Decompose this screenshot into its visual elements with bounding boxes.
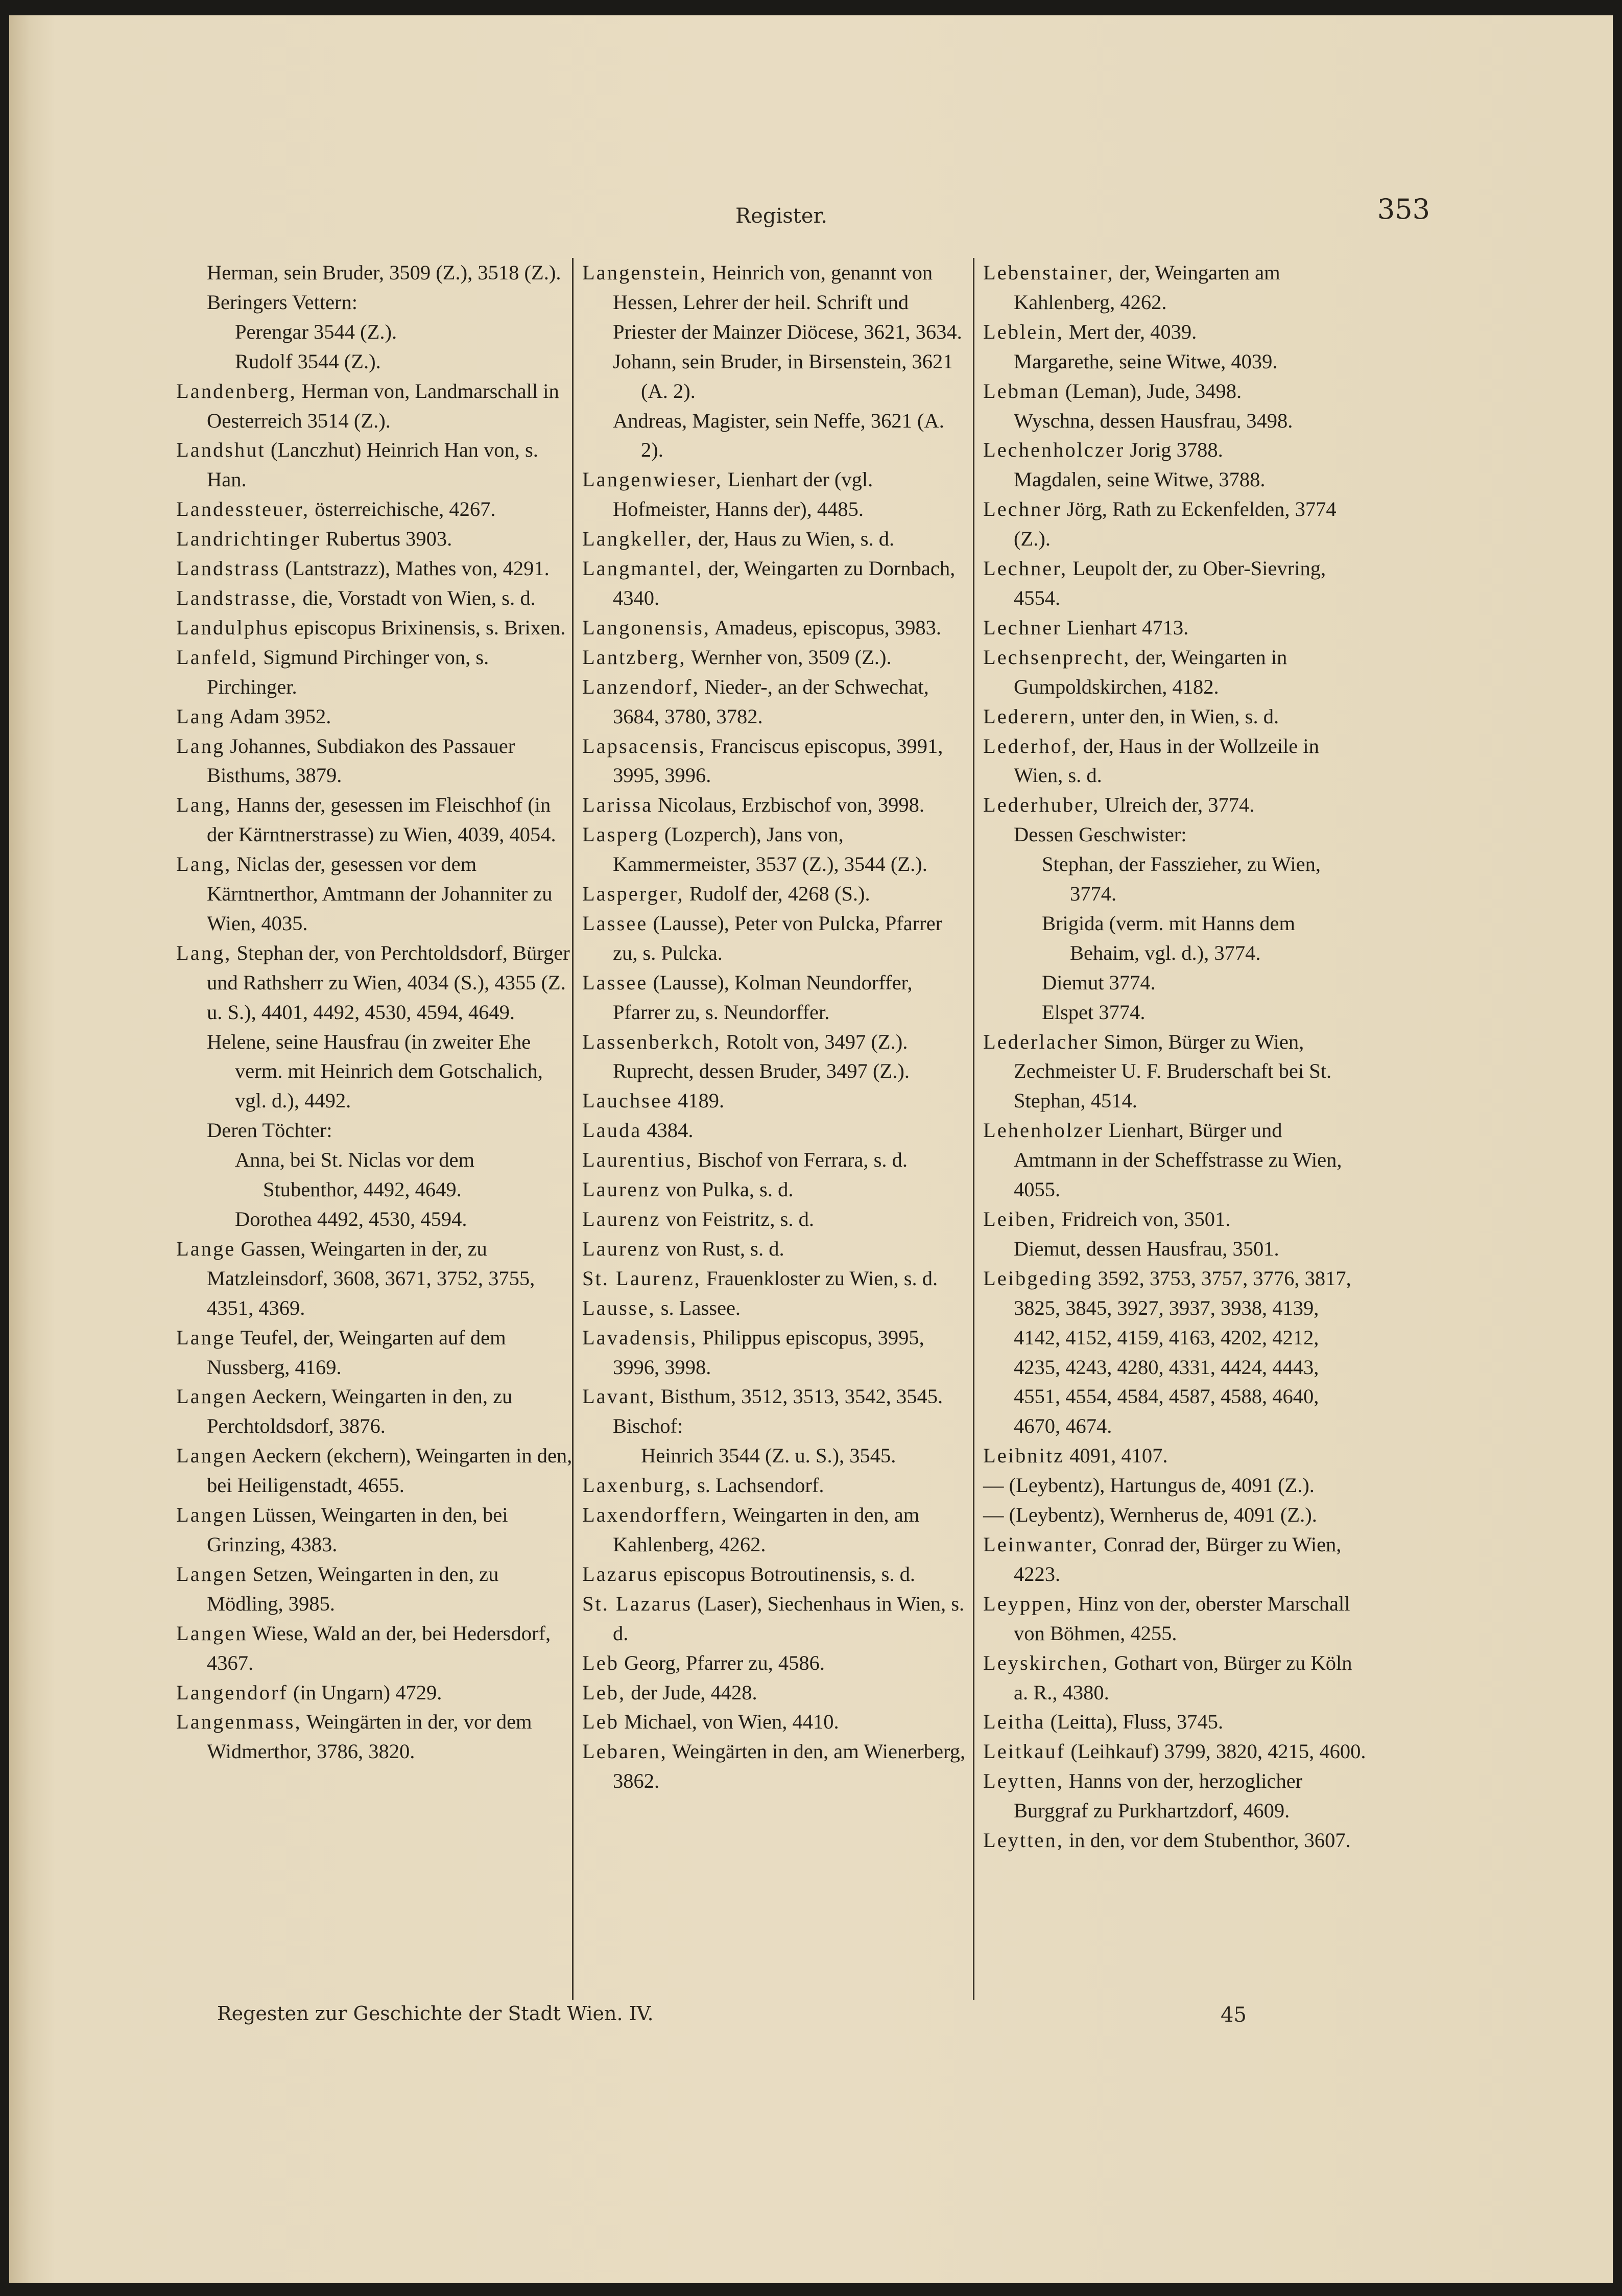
entry-text: Weingärten in der, vor dem Widmerthor, 3786, 3820. — [207, 1710, 532, 1763]
entry-headword: Langen — [176, 1503, 248, 1527]
entry-headword: Lechner, — [983, 557, 1068, 580]
entry-text: Dorothea 4492, 4530, 4594. — [235, 1208, 467, 1230]
index-entry — [582, 1204, 968, 1234]
entry-headword: Leblein, — [983, 320, 1064, 343]
index-entry — [983, 1441, 1369, 1471]
index-entry — [176, 1500, 575, 1559]
index-entry — [983, 1234, 1369, 1264]
entry-headword: Lantzberg, — [582, 645, 686, 669]
entry-text: Niclas der, gesessen vor dem Kärntnerthor, Amtmann der Johanniter zu Wien, 4035. — [207, 853, 553, 935]
entry-text: Amadeus, episcopus, 3983. — [710, 616, 942, 639]
entry-headword: Landessteuer, — [176, 498, 310, 521]
entry-headword: Leiben, — [983, 1208, 1057, 1230]
index-entry — [582, 968, 968, 1027]
entry-text: Diemut, dessen Hausfrau, 3501. — [1014, 1237, 1279, 1260]
index-entry — [582, 258, 968, 347]
entry-text: Simon, Bürger zu Wien, Zechmeister U. F. Bruderschaft bei St. Stephan, 4514. — [1014, 1030, 1332, 1113]
entry-text: Johann, sein Bruder, in Birsenstein, 3621 (A. 2). — [613, 349, 953, 403]
entry-text: Lienhart, Bürger und Amtmann in der Scheffstrasse zu Wien, 4055. — [1014, 1119, 1342, 1201]
entry-text: (Lausse), Kolman Neundorffer, Pfarrer zu, s. Neundorffer. — [613, 971, 913, 1024]
entry-text: (Lantstrazz), Mathes von, 4291. — [280, 557, 550, 580]
entry-text: Rudolf der, 4268 (S.). — [684, 882, 870, 906]
entry-headword: Leinwanter, — [983, 1532, 1099, 1556]
entry-headword: Leytten, — [983, 1829, 1064, 1852]
entry-headword: Lassee — [582, 911, 648, 935]
index-entry — [582, 1145, 968, 1175]
entry-text: Teufel, der, Weingarten auf dem Nussberg, 4169. — [207, 1325, 506, 1379]
entry-text: (Laser), Siechenhaus in Wien, s. d. — [613, 1592, 965, 1645]
entry-headword: Laurentius, — [582, 1148, 693, 1172]
index-entry — [983, 1707, 1369, 1737]
entry-headword: Langen — [176, 1562, 248, 1585]
index-entry — [983, 258, 1369, 317]
entry-text: Stephan, der Fasszieher, zu Wien, 3774. — [1042, 853, 1321, 906]
entry-headword: Langenstein, — [582, 261, 707, 284]
index-entry — [176, 554, 575, 583]
index-entry — [176, 613, 575, 643]
entry-text: Elspet 3774. — [1042, 1000, 1146, 1024]
index-entry — [176, 1678, 575, 1708]
entry-headword: Lechenholczer — [983, 438, 1125, 462]
entry-headword: Lebaren, — [582, 1740, 667, 1763]
index-entry — [582, 1707, 968, 1737]
index-entry — [582, 1559, 968, 1589]
entry-headword: Leyppen, — [983, 1592, 1073, 1615]
index-entry — [983, 998, 1369, 1027]
entry-text: der, Haus in der Wollzeile in Wien, s. d. — [1014, 734, 1319, 787]
entry-headword: Lang, — [176, 853, 232, 876]
index-entry — [983, 435, 1369, 465]
entry-text: Franciscus episcopus, 3991, 3995, 3996. — [613, 734, 943, 787]
entry-text: Nicolaus, Erzbischof von, 3998. — [652, 793, 924, 817]
entry-text: Hanns der, gesessen im Fleischhof (in der Kärntnerstrasse) zu Wien, 4039, 4054. — [207, 793, 556, 846]
index-entry — [582, 820, 968, 879]
index-entry — [582, 1086, 968, 1116]
index-entry — [983, 347, 1369, 376]
index-entry — [582, 613, 968, 643]
entry-text: Dessen Geschwister: — [1014, 823, 1187, 846]
entry-headword: Leibgeding — [983, 1266, 1093, 1290]
entry-headword: Leb — [582, 1651, 619, 1674]
index-entry — [582, 1411, 968, 1441]
index-entry — [983, 465, 1369, 494]
entry-text: die, Vorstadt von Wien, s. d. — [297, 586, 536, 609]
entry-headword: Lausse, — [582, 1296, 656, 1319]
entry-text: Brigida (verm. mit Hanns dem Behaim, vgl. d.), 3774. — [1042, 911, 1296, 964]
entry-text: (Lanczhut) Heinrich Han von, s. Han. — [207, 438, 538, 491]
entry-text: s. Lassee. — [655, 1296, 741, 1319]
index-entry — [176, 583, 575, 613]
entry-headword: Lavant, — [582, 1385, 656, 1408]
entry-text: von Feistritz, s. d. — [660, 1208, 815, 1230]
entry-headword: Lang, — [176, 793, 232, 817]
entry-headword: Langen — [176, 1444, 248, 1467]
entry-text: Bischof von Ferrara, s. d. — [693, 1148, 908, 1172]
index-entry — [983, 1648, 1369, 1708]
index-entry — [176, 494, 575, 524]
entry-headword: Lange — [176, 1237, 236, 1260]
index-entry — [582, 1293, 968, 1323]
entry-text: Beringers Vettern: — [207, 290, 358, 314]
index-entry — [582, 554, 968, 613]
index-entry — [983, 1204, 1369, 1234]
entry-headword: Langen — [176, 1621, 248, 1645]
index-entry — [582, 1264, 968, 1293]
entry-headword: Lechsenprecht, — [983, 645, 1131, 669]
index-entry — [983, 1766, 1369, 1826]
entry-text: 3592, 3753, 3757, 3776, 3817, 3825, 3845, 3927, 3937, 3938, 4139, 4142, 4152, 4159, 4163, 4202, 4212, 4235, 4243, 4280, 4331, 4424, 4443, 4551, 4554, 4584, 4587, 4588, 4640, 4670, 4674. — [1014, 1266, 1351, 1438]
entry-text: episcopus Botroutinensis, s. d. — [658, 1562, 916, 1585]
index-entry — [176, 1145, 575, 1204]
index-entry — [983, 1264, 1369, 1441]
entry-text: der, Haus zu Wien, s. d. — [693, 527, 895, 551]
index-entry — [176, 1382, 575, 1441]
index-entry — [176, 1707, 575, 1766]
index-entry — [176, 524, 575, 554]
index-entry — [983, 1471, 1369, 1500]
entry-headword: Lanzendorf, — [582, 675, 700, 698]
index-entry — [176, 317, 575, 347]
entry-headword: Leyskirchen, — [983, 1651, 1109, 1674]
entry-headword: Lederlacher — [983, 1030, 1099, 1053]
entry-text: Nieder-, an der Schwechat, 3684, 3780, 3782. — [613, 675, 929, 728]
index-entry — [582, 672, 968, 731]
index-entry — [176, 702, 575, 731]
entry-headword: Leitkauf — [983, 1740, 1066, 1763]
index-entry — [983, 1589, 1369, 1648]
running-head: Register. — [735, 204, 827, 228]
index-entry — [983, 790, 1369, 820]
entry-headword: Lang — [176, 704, 225, 728]
entry-headword: Landulphus — [176, 616, 290, 639]
entry-text: Johannes, Subdiakon des Passauer Bisthums, 3879. — [207, 734, 515, 787]
entry-text: Heinrich von, genannt von Hessen, Lehrer der heil. Schrift und Priester der Mainzer Diöcese, 3621, 3634. — [613, 261, 962, 343]
index-entry — [176, 731, 575, 791]
entry-headword: Lazarus — [582, 1562, 659, 1585]
entry-headword: Lavadensis, — [582, 1325, 698, 1349]
entry-text: Leupolt der, zu Ober-Sievring, 4554. — [1014, 557, 1326, 609]
index-entry — [176, 790, 575, 849]
entry-text: österreichische, 4267. — [309, 498, 496, 521]
entry-text: Georg, Pfarrer zu, 4586. — [618, 1651, 825, 1674]
entry-headword: Lasperger, — [582, 882, 684, 906]
entry-text: (Leihkauf) 3799, 3820, 4215, 4600. — [1065, 1740, 1366, 1763]
index-entry — [582, 1737, 968, 1796]
entry-headword: Lechner — [983, 498, 1062, 521]
index-entry — [983, 317, 1369, 347]
index-entry — [176, 376, 575, 436]
entry-headword: St. Laurenz, — [582, 1266, 701, 1290]
entry-text: Stephan der, von Perchtoldsdorf, Bürger und Rathsherr zu Wien, 4034 (S.), 4355 (Z. u. S.), 4401, 4492, 4530, 4594, 4649. — [207, 941, 570, 1024]
index-entry — [983, 1027, 1369, 1116]
index-entry — [983, 406, 1369, 436]
entry-text: Perengar 3544 (Z.). — [235, 320, 397, 343]
entry-text: Rotolt von, 3497 (Z.). — [721, 1030, 908, 1053]
entry-text: Bisthum, 3512, 3513, 3542, 3545. — [655, 1385, 943, 1408]
index-entry — [582, 1056, 968, 1086]
entry-headword: Lauda — [582, 1119, 642, 1142]
index-entry — [582, 1441, 968, 1471]
entry-headword: Landenberg, — [176, 379, 297, 403]
entry-text: in den, vor dem Stubenthor, 3607. — [1063, 1829, 1351, 1852]
entry-text: Ruprecht, dessen Bruder, 3497 (Z.). — [613, 1059, 910, 1083]
entry-text: (Leman), Jude, 3498. — [1060, 379, 1242, 403]
index-entry — [983, 731, 1369, 791]
entry-text: unter den, in Wien, s. d. — [1077, 704, 1279, 728]
index-entry — [582, 731, 968, 791]
entry-text: Hanns von der, herzoglicher Burggraf zu Purkhartzdorf, 4609. — [1014, 1769, 1303, 1822]
entry-text: Lüssen, Weingarten in den, bei Grinzing, 4383. — [207, 1503, 508, 1556]
entry-headword: Laurenz — [582, 1178, 661, 1201]
entry-text: der, Weingarten in Gumpoldskirchen, 4182. — [1014, 645, 1287, 698]
entry-text: 4091, 4107. — [1064, 1444, 1168, 1467]
entry-text: der, Weingarten am Kahlenberg, 4262. — [1014, 261, 1280, 314]
index-entry — [176, 258, 575, 288]
index-entry — [983, 849, 1369, 909]
entry-headword: Lassee — [582, 971, 648, 994]
entry-text: (Lozperch), Jans von, Kammermeister, 3537 (Z.), 3544 (Z.). — [613, 823, 927, 876]
entry-text: — (Leybentz), Hartungus de, 4091 (Z.). — [983, 1474, 1315, 1497]
entry-text: Weingärten in den, am Wienerberg, 3862. — [613, 1740, 966, 1793]
index-entry — [582, 1323, 968, 1382]
index-entry — [582, 790, 968, 820]
entry-text: Gassen, Weingarten in der, zu Matzleinsdorf, 3608, 3671, 3752, 3755, 4351, 4369. — [207, 1237, 535, 1319]
entry-headword: Laurenz — [582, 1208, 661, 1230]
entry-text: Sigmund Pirchinger von, s. Pirchinger. — [207, 645, 489, 698]
entry-text: 4189. — [672, 1089, 725, 1113]
index-entry — [582, 1027, 968, 1057]
entry-headword: Lange — [176, 1325, 236, 1349]
entry-headword: Lederern, — [983, 704, 1077, 728]
entry-text: Ulreich der, 3774. — [1100, 793, 1255, 817]
index-entry — [176, 288, 575, 317]
entry-headword: Leb — [582, 1710, 619, 1734]
entry-headword: Lapsacensis, — [582, 734, 706, 758]
index-entry — [582, 1234, 968, 1264]
index-entry — [582, 465, 968, 524]
index-entry — [582, 1175, 968, 1204]
index-entry — [983, 1530, 1369, 1589]
entry-text: Setzen, Weingarten in den, zu Mödling, 3985. — [207, 1562, 499, 1615]
index-column-3 — [983, 258, 1369, 1995]
entry-headword: Landrichtinger — [176, 527, 321, 551]
entry-headword: St. Lazarus — [582, 1592, 693, 1615]
entry-text: Mert der, 4039. — [1063, 320, 1197, 343]
index-entry — [983, 1116, 1369, 1204]
entry-headword: Leitha — [983, 1710, 1045, 1734]
entry-headword: Lassenberkch, — [582, 1030, 721, 1053]
index-entry — [582, 1382, 968, 1411]
entry-text: Herman, sein Bruder, 3509 (Z.), 3518 (Z.). — [207, 261, 561, 284]
entry-headword: Lauchsee — [582, 1089, 673, 1113]
index-entry — [582, 909, 968, 968]
index-entry — [582, 1648, 968, 1678]
entry-headword: Langen — [176, 1385, 248, 1408]
entry-text: der, Weingarten zu Dornbach, 4340. — [613, 557, 956, 609]
index-entry — [582, 643, 968, 672]
index-entry — [176, 643, 575, 702]
entry-text: Lienhart 4713. — [1061, 616, 1189, 639]
column-rule — [572, 258, 574, 2000]
index-entry — [983, 643, 1369, 702]
entry-text: von Rust, s. d. — [660, 1237, 784, 1260]
entry-text: (Lausse), Peter von Pulcka, Pfarrer zu, s. Pulcka. — [613, 911, 943, 964]
entry-headword: Landstrasse, — [176, 586, 298, 609]
index-entry — [176, 1559, 575, 1619]
entry-headword: Lanfeld, — [176, 645, 258, 669]
entry-headword: Lasperg — [582, 823, 659, 846]
entry-headword: Langendorf — [176, 1680, 288, 1704]
entry-headword: Lederhuber, — [983, 793, 1100, 817]
index-entry — [582, 1500, 968, 1559]
entry-text: Deren Töchter: — [207, 1119, 332, 1142]
index-entry — [582, 1678, 968, 1708]
entry-headword: Langmantel, — [582, 557, 703, 580]
index-entry — [983, 1500, 1369, 1530]
index-entry — [176, 1619, 575, 1678]
entry-text: Aeckern (ekchern), Weingarten in den, bei Heiligenstadt, 4655. — [207, 1444, 573, 1497]
entry-headword: Lebman — [983, 379, 1060, 403]
index-entry — [582, 879, 968, 909]
entry-text: Diemut 3774. — [1042, 971, 1156, 994]
entry-text: Fridreich von, 3501. — [1056, 1208, 1231, 1230]
entry-text: (Leitta), Fluss, 3745. — [1045, 1710, 1224, 1734]
entry-text: Aeckern, Weingarten in den, zu Perchtoldsdorf, 3876. — [207, 1385, 513, 1438]
index-entry — [582, 347, 968, 406]
entry-headword: Landstrass — [176, 557, 280, 580]
entry-headword: Leibnitz — [983, 1444, 1064, 1467]
entry-headword: Larissa — [582, 793, 653, 817]
entry-text: Weingarten in den, am Kahlenberg, 4262. — [613, 1503, 920, 1556]
index-entry — [983, 494, 1369, 554]
entry-text: Frauenkloster zu Wien, s. d. — [701, 1266, 938, 1290]
index-entry — [176, 1234, 575, 1323]
entry-text: der Jude, 4428. — [626, 1680, 757, 1704]
index-entry — [176, 1323, 575, 1382]
entry-text: Rudolf 3544 (Z.). — [235, 349, 381, 373]
entry-headword: Lechner — [983, 616, 1062, 639]
entry-headword: Langonensis, — [582, 616, 710, 639]
index-entry — [983, 554, 1369, 613]
index-entry — [983, 376, 1369, 406]
index-entry — [176, 1116, 575, 1145]
index-entry — [983, 702, 1369, 731]
index-entry — [582, 406, 968, 465]
entry-text: Anna, bei St. Niclas vor dem Stubenthor, 4492, 4649. — [235, 1148, 475, 1201]
entry-headword: Leb, — [582, 1680, 626, 1704]
entry-text: von Pulka, s. d. — [660, 1178, 794, 1201]
index-entry — [176, 1027, 575, 1116]
index-entry — [176, 1204, 575, 1234]
entry-text: — (Leybentz), Wernherus de, 4091 (Z.). — [983, 1503, 1317, 1527]
entry-text: Wyschna, dessen Hausfrau, 3498. — [1014, 409, 1293, 432]
footer-title: Regesten zur Geschichte der Stadt Wien. IV. — [217, 2002, 654, 2025]
entry-text: Herman von, Landmarschall in Oesterreich 3514 (Z.). — [207, 379, 559, 432]
index-entry — [582, 1116, 968, 1145]
entry-text: Jörg, Rath zu Eckenfelden, 3774 (Z.). — [1014, 498, 1337, 551]
index-entry — [176, 347, 575, 376]
entry-headword: Lebenstainer, — [983, 261, 1114, 284]
page-number: 353 — [1377, 193, 1430, 225]
index-entry — [582, 1589, 968, 1648]
entry-text: Margarethe, seine Witwe, 4039. — [1014, 349, 1278, 373]
entry-headword: Langenwieser, — [582, 468, 723, 491]
entry-headword: Laxendorffern, — [582, 1503, 728, 1527]
index-entry — [176, 938, 575, 1027]
index-entry — [983, 1826, 1369, 1855]
entry-text: Philippus episcopus, 3995, 3996, 3998. — [613, 1325, 924, 1379]
entry-text: (in Ungarn) 4729. — [288, 1680, 442, 1704]
index-entry — [983, 820, 1369, 849]
entry-text: Hinz von der, oberster Marschall von Böhmen, 4255. — [1014, 1592, 1350, 1645]
entry-text: Wiese, Wald an der, bei Hedersdorf, 4367. — [207, 1621, 551, 1674]
entry-text: Conrad der, Bürger zu Wien, 4223. — [1014, 1532, 1342, 1585]
entry-text: episcopus Brixinensis, s. Brixen. — [289, 616, 566, 639]
entry-headword: Lehenholzer — [983, 1119, 1104, 1142]
index-entry — [983, 968, 1369, 998]
entry-text: Magdalen, seine Witwe, 3788. — [1014, 468, 1266, 491]
index-entry — [176, 849, 575, 938]
index-column-2 — [582, 258, 968, 1995]
entry-headword: Lederhof, — [983, 734, 1078, 758]
entry-text: Michael, von Wien, 4410. — [618, 1710, 839, 1734]
index-column-1 — [176, 258, 575, 1995]
entry-headword: Laxenburg, — [582, 1474, 692, 1497]
entry-text: Lienhart der (vgl. Hofmeister, Hanns der), 4485. — [613, 468, 873, 521]
entry-text: Wernher von, 3509 (Z.). — [686, 645, 892, 669]
entry-text: Bischof: — [613, 1414, 683, 1438]
index-entry — [176, 1441, 575, 1500]
entry-text: Jorig 3788. — [1125, 438, 1223, 462]
entry-text: Rubertus 3903. — [320, 527, 452, 551]
entry-headword: Laurenz — [582, 1237, 661, 1260]
index-entry — [582, 524, 968, 554]
index-entry — [582, 1471, 968, 1500]
entry-headword: Langkeller, — [582, 527, 693, 551]
column-rule — [973, 258, 974, 2000]
index-entry — [176, 435, 575, 494]
entry-text: Adam 3952. — [225, 704, 331, 728]
entry-text: 4384. — [641, 1119, 694, 1142]
entry-headword: Leytten, — [983, 1769, 1064, 1793]
entry-headword: Lang — [176, 734, 225, 758]
entry-headword: Landshut — [176, 438, 266, 462]
entry-text: s. Lachsendorf. — [691, 1474, 824, 1497]
index-entry — [983, 613, 1369, 643]
entry-text: Andreas, Magister, sein Neffe, 3621 (A. 2). — [613, 409, 944, 462]
entry-text: Heinrich 3544 (Z. u. S.), 3545. — [641, 1444, 896, 1467]
index-entry — [983, 1737, 1369, 1766]
signature-mark: 45 — [1221, 2003, 1247, 2027]
entry-text: Helene, seine Hausfrau (in zweiter Ehe verm. mit Heinrich dem Gotschalich, vgl. d.), 4492. — [207, 1030, 543, 1113]
index-entry — [983, 909, 1369, 968]
entry-text: Gothart von, Bürger zu Köln a. R., 4380. — [1014, 1651, 1352, 1704]
entry-headword: Langenmass, — [176, 1710, 302, 1734]
entry-headword: Lang, — [176, 941, 232, 964]
